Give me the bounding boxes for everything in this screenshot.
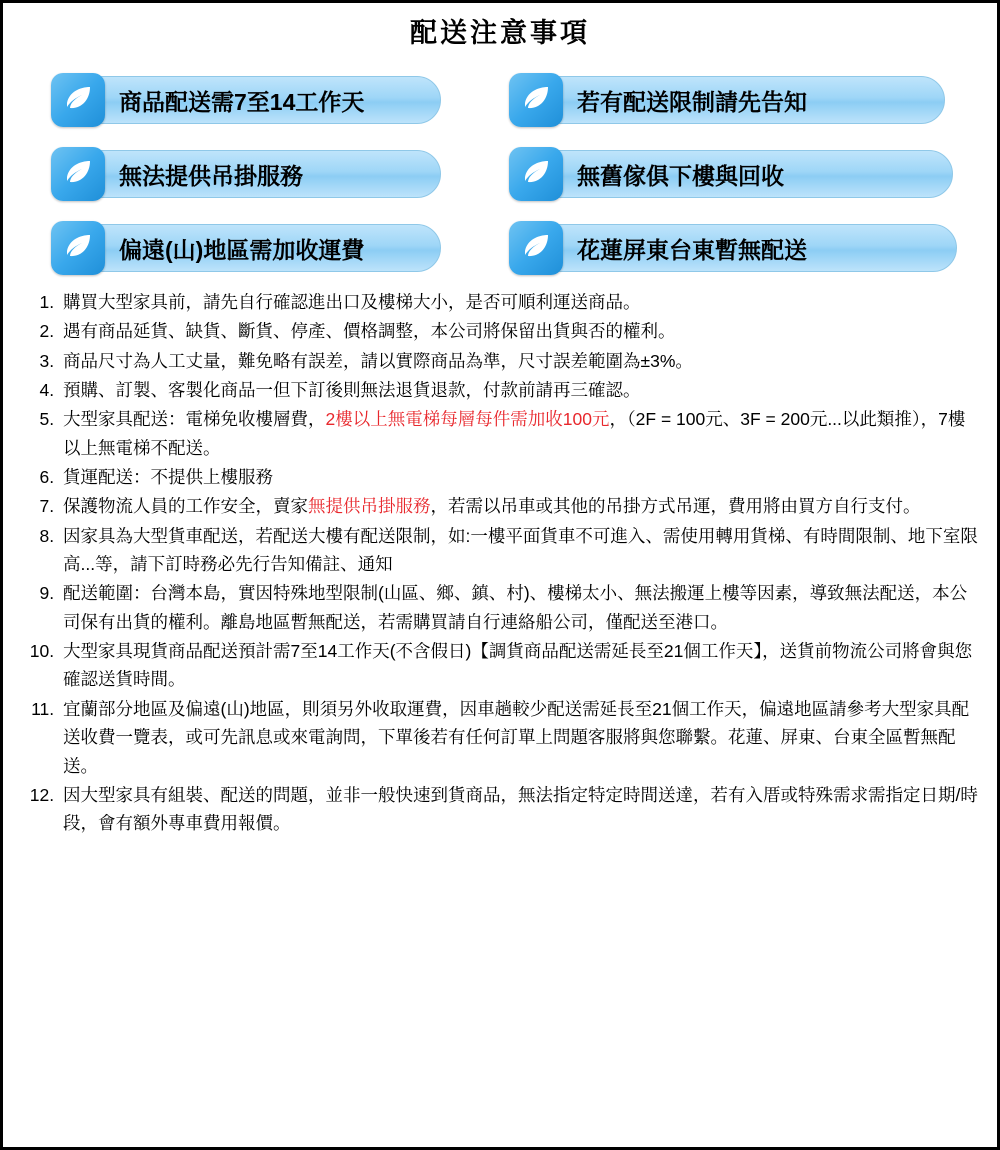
note-item xyxy=(59,492,979,520)
note-item xyxy=(59,405,979,462)
notes-list xyxy=(3,288,997,838)
note-text: 商品尺寸為人工丈量，難免略有誤差，請以實際商品為準，尺寸誤差範圍為±3%。 xyxy=(63,350,693,371)
note-item xyxy=(59,317,979,345)
note-text: 預購、訂製、客製化商品一但下訂後則無法退貨退款，付款前請再三確認。 xyxy=(63,380,641,401)
page-title: 配送注意事項 xyxy=(410,18,590,48)
badge-label: 商品配送需7至14工作天 xyxy=(119,88,365,115)
note-item xyxy=(59,695,979,780)
note-highlight-text: 2樓以上無電梯每層每件需加收100元 xyxy=(325,409,610,430)
badge-item-3 xyxy=(51,146,499,202)
note-item xyxy=(59,347,979,375)
leaf-check-icon xyxy=(51,73,105,127)
badge-grid xyxy=(3,54,997,284)
badge-label: 無法提供吊掛服務 xyxy=(119,162,303,189)
leaf-check-icon xyxy=(509,221,563,275)
note-text: 大型家具現貨商品配送預計需7至14工作天(不含假日)【調貨商品配送需延長至21個工作天】，送貨前物流公司將會與您確認送貨時間。 xyxy=(63,641,973,690)
note-text: 因大型家具有組裝、配送的問題，並非一般快速到貨商品，無法指定特定時間送達，若有入厝或特殊需求需指定日期/時段，會有額外專車費用報價。 xyxy=(63,784,978,834)
note-highlight-text: 無提供吊掛服務 xyxy=(308,496,431,517)
badge-item-6 xyxy=(509,220,957,276)
note-item xyxy=(59,463,979,491)
badge-item-5 xyxy=(51,220,499,276)
note-item xyxy=(59,637,979,694)
note-text: 配送範圍：台灣本島，實因特殊地型限制(山區、鄉、鎮、村)、樓梯太小、無法搬運上樓等因素，導致無法配送，本公司保有出貨的權利。離島地區暫無配送，若需購買請自行連絡船公司，僅配送至港口。 xyxy=(63,583,968,632)
note-text: 購買大型家具前，請先自行確認進出口及樓梯大小，是否可順利運送商品。 xyxy=(63,292,641,312)
note-item xyxy=(59,522,979,579)
badge-label: 偏遠(山)地區需加收運費 xyxy=(119,236,365,263)
note-item xyxy=(59,376,979,404)
leaf-check-icon xyxy=(509,73,563,127)
leaf-check-icon xyxy=(509,147,563,201)
badge-label: 若有配送限制請先告知 xyxy=(577,88,807,115)
badge-label: 花蓮屏東台東暫無配送 xyxy=(577,236,807,263)
note-text: 保護物流人員的工作安全，賣家 xyxy=(63,496,308,517)
note-text: 貨運配送：不提供上樓服務 xyxy=(63,467,273,488)
note-text: 大型家具配送：電梯免收樓層費， xyxy=(63,409,326,430)
badge-item-1 xyxy=(51,72,499,128)
note-item xyxy=(59,781,979,838)
badge-label: 無舊傢俱下樓與回收 xyxy=(577,162,784,189)
note-text: 因家具為大型貨車配送，若配送大樓有配送限制，如:一樓平面貨車不可進入、需使用轉用貨梯、有時間限制、地下室限高...等，請下訂時務必先行告知備註、通知 xyxy=(63,525,978,575)
badge-item-4 xyxy=(509,146,957,202)
note-item xyxy=(59,288,979,316)
note-text: 宜蘭部分地區及偏遠(山)地區，則須另外收取運費，因車趟較少配送需延長至21個工作天，偏遠地區請參考大型家具配送收費一覽表，或可先訊息或來電詢問，下單後若有任何訂單上問題客服將與您聯繫。花蓮、屏東、台東全區暫無配送。 xyxy=(63,698,970,776)
note-text: ，（2F = 100元、3F = 200元...以此類推），7樓以上無電梯不配送。 xyxy=(63,409,966,458)
note-text: ，若需以吊車或其他的吊掛方式吊運，費用將由買方自行支付。 xyxy=(430,496,921,517)
badge-item-2 xyxy=(509,72,957,128)
note-text: 遇有商品延貨、缺貨、斷貨、停產、價格調整，本公司將保留出貨與否的權利。 xyxy=(63,321,676,342)
leaf-check-icon xyxy=(51,147,105,201)
leaf-check-icon xyxy=(51,221,105,275)
note-item xyxy=(59,579,979,636)
